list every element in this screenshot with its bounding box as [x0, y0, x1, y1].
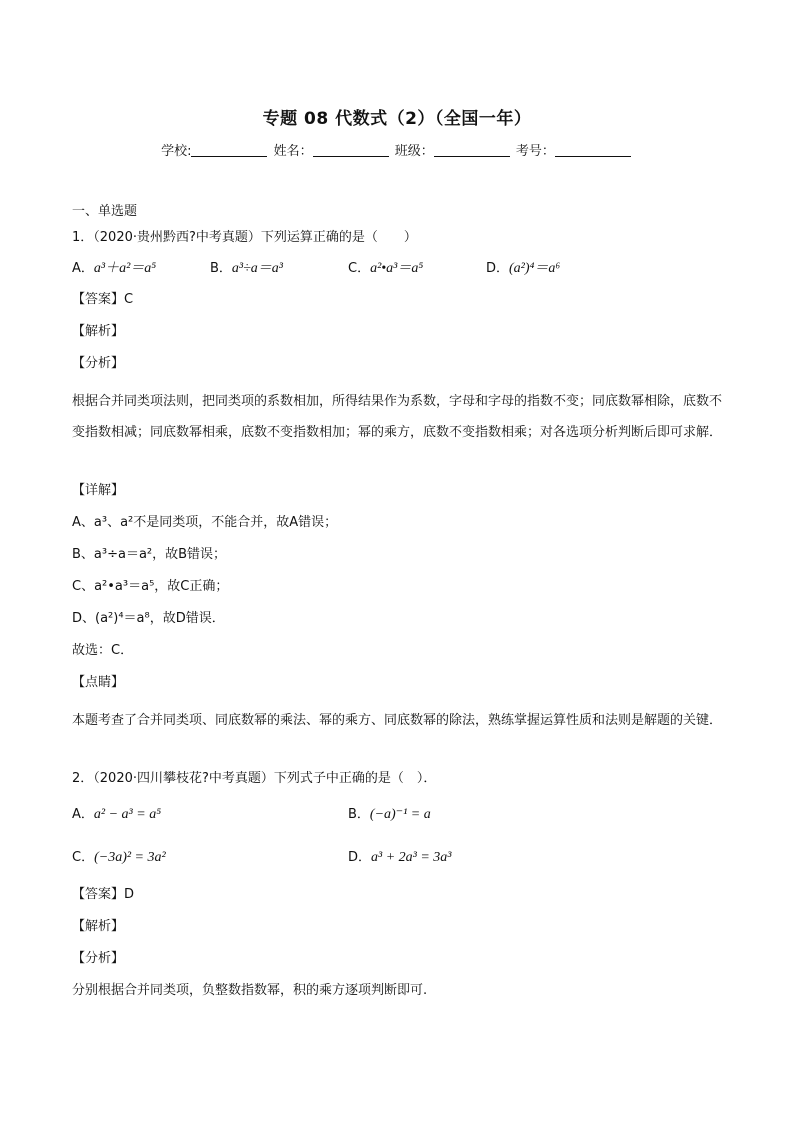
- class-blank[interactable]: [434, 144, 510, 157]
- q1-fenxi-text: 根据合并同类项法则，把同类项的系数相加，所得结果作为系数，字母和字母的指数不变；同底数幂相除，底数不变指数相减；同底数幂相乘，底数不变指数相加；幂的乘方，底数不变指数相乘；对各选项分析判断后即可求解．: [72, 394, 723, 440]
- q2-option-c: C．(−3a)² = 3a²: [72, 850, 166, 865]
- class-label: 班级：: [394, 144, 434, 159]
- q2-fenxi-text: 分别根据合并同类项，负整数指数幂，积的乘方逐项判断即可.: [72, 983, 428, 998]
- exam-no-blank[interactable]: [555, 144, 631, 157]
- q2-option-d: D．a³ + 2a³ = 3a³: [348, 850, 452, 865]
- q1-option-b: B．a³÷a＝a³: [210, 261, 283, 276]
- name-blank[interactable]: [313, 144, 389, 157]
- school-label: 学校:: [161, 144, 192, 159]
- q1-option-a: A．a³＋a²＝a⁵: [72, 261, 157, 276]
- q2-stem: 2．（2020·四川攀枝花?中考真题）下列式子中正确的是（ ）．: [72, 771, 437, 786]
- q1-analysis-heading: 【解析】: [72, 324, 125, 339]
- page-title: 专题 08 代数式（2）（全国一年）: [262, 109, 532, 129]
- q1-dianjing-text: 本题考查了合并同类项、同底数幂的乘法、幂的乘方、同底数幂的除法，熟练掌握运算性质和法则是解题的关键．: [72, 713, 723, 728]
- q2-analysis-heading: 【解析】: [72, 919, 125, 934]
- q1-option-c: C．a²•a³＝a⁵: [348, 261, 424, 276]
- q1-option-d: D．(a²)⁴＝a⁶: [486, 261, 561, 276]
- q2-option-a: A．a² − a³ = a⁵: [72, 807, 162, 822]
- section-heading: 一、单选题: [72, 204, 138, 219]
- q1-detail-line-c: C、a²•a³＝a⁵，故C正确；: [72, 579, 229, 594]
- q1-answer: 【答案】C: [72, 292, 134, 307]
- q1-choice-line: 故选：C．: [72, 643, 134, 658]
- q1-dianjing-heading: 【点睛】: [72, 675, 125, 690]
- q1-detail-line-d: D、(a²)⁴＝a⁸，故D错误．: [72, 611, 225, 626]
- q1-fenxi-heading: 【分析】: [72, 356, 125, 371]
- school-blank[interactable]: [191, 144, 267, 157]
- q1-stem: 1．（2020·贵州黔西?中考真题）下列运算正确的是（ ）: [72, 230, 417, 245]
- q2-answer: 【答案】D: [72, 887, 135, 902]
- exam-no-label: 考号：: [515, 144, 555, 159]
- q1-detail-line-b: B、a³÷a＝a²，故B错误；: [72, 547, 227, 562]
- q2-fenxi-heading: 【分析】: [72, 951, 125, 966]
- q1-detail-line-a: A、a³、a²不是同类项，不能合并，故A错误；: [72, 515, 338, 530]
- q1-detail-heading: 【详解】: [72, 483, 125, 498]
- q2-option-b: B．(−a)⁻¹ = a: [348, 807, 431, 822]
- student-info-line: [0, 140, 794, 159]
- name-label: 姓名：: [273, 144, 313, 159]
